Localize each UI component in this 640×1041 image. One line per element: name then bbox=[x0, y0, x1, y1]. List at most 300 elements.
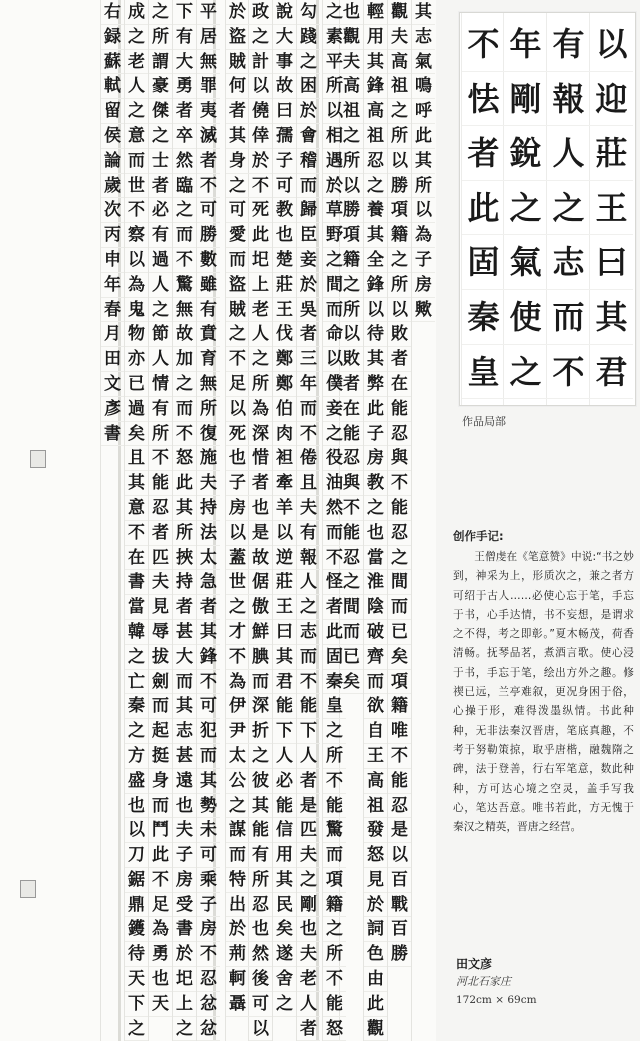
calligraphy-char: 人 bbox=[297, 744, 320, 769]
calligraphy-char: 為 bbox=[412, 223, 435, 248]
calligraphy-char: 矣 bbox=[340, 670, 363, 695]
calligraphy-char: 鳴 bbox=[412, 74, 435, 99]
calligraphy-char: 不 bbox=[226, 645, 249, 670]
calligraphy-char: 而 bbox=[297, 397, 320, 422]
calligraphy-char: 羊 bbox=[273, 496, 296, 521]
calligraphy-char: 稽 bbox=[297, 149, 320, 174]
calligraphy-char: 成 bbox=[125, 0, 148, 25]
calligraphy-char: 其 bbox=[197, 769, 220, 794]
calligraphy-char: 然 bbox=[173, 149, 196, 174]
calligraphy-char: 弊 bbox=[364, 372, 387, 397]
calligraphy-char: 故 bbox=[273, 74, 296, 99]
calligraphy-char: 矣 bbox=[125, 422, 148, 447]
calligraphy-char: 不 bbox=[297, 422, 320, 447]
calligraphy-char: 與 bbox=[340, 471, 363, 496]
calligraphy-char: 以 bbox=[323, 347, 346, 372]
detail-char: 不 bbox=[462, 17, 505, 72]
calligraphy-char: 遂 bbox=[273, 942, 296, 967]
calligraphy-char: 鄭 bbox=[273, 347, 296, 372]
calligraphy-char: 舍 bbox=[273, 967, 296, 992]
calligraphy-char: 惜 bbox=[249, 446, 272, 471]
calligraphy-char: 所 bbox=[340, 149, 363, 174]
calligraphy-char: 牽 bbox=[273, 471, 296, 496]
calligraphy-char: 以 bbox=[388, 843, 411, 868]
calligraphy-char: 雖 bbox=[197, 273, 220, 298]
calligraphy-char: 夫 bbox=[388, 25, 411, 50]
calligraphy-char: 不 bbox=[149, 868, 172, 893]
calligraphy-char: 於 bbox=[323, 174, 346, 199]
calligraphy-char: 不 bbox=[249, 174, 272, 199]
calligraphy-char: 已 bbox=[388, 620, 411, 645]
calligraphy-char: 於 bbox=[364, 893, 387, 918]
calligraphy-char: 賁 bbox=[197, 322, 220, 347]
detail-column bbox=[547, 17, 590, 406]
calligraphy-char: 倖 bbox=[249, 124, 272, 149]
calligraphy-char: 物 bbox=[125, 322, 148, 347]
calligraphy-char: 大 bbox=[173, 645, 196, 670]
calligraphy-char: 歟 bbox=[412, 298, 435, 323]
calligraphy-char: 以 bbox=[226, 397, 249, 422]
calligraphy-char: 上 bbox=[249, 273, 272, 298]
calligraphy-char: 之 bbox=[364, 174, 387, 199]
calligraphy-char: 之 bbox=[340, 273, 363, 298]
detail-char: 其 bbox=[590, 290, 633, 345]
calligraphy-char: 夷 bbox=[197, 99, 220, 124]
calligraphy-char: 氣 bbox=[412, 50, 435, 75]
calligraphy-char: 才 bbox=[226, 620, 249, 645]
calligraphy-char: 愛 bbox=[226, 223, 249, 248]
calligraphy-char: 王 bbox=[273, 298, 296, 323]
calligraphy-char: 當 bbox=[364, 546, 387, 571]
calligraphy-char: 尹 bbox=[226, 719, 249, 744]
calligraphy-char: 而 bbox=[297, 645, 320, 670]
calligraphy-char: 受 bbox=[173, 893, 196, 918]
calligraphy-char: 之 bbox=[273, 992, 296, 1017]
detail-char: 氣 bbox=[504, 235, 547, 290]
calligraphy-char: 詞 bbox=[364, 917, 387, 942]
calligraphy-char: 勇 bbox=[173, 74, 196, 99]
calligraphy-char: 腆 bbox=[249, 645, 272, 670]
calligraphy-char: 無 bbox=[197, 50, 220, 75]
calligraphy-char: 乘 bbox=[197, 868, 220, 893]
calligraphy-char: 欲 bbox=[364, 694, 387, 719]
calligraphy-char: 妾 bbox=[297, 248, 320, 273]
calligraphy-char: 軾 bbox=[101, 74, 124, 99]
calligraphy-char: 蓋 bbox=[226, 546, 249, 571]
calligraphy-char: 老 bbox=[297, 967, 320, 992]
calligraphy-char: 項 bbox=[323, 868, 346, 893]
detail-caption: 作品局部 bbox=[462, 415, 506, 428]
calligraphy-char: 居 bbox=[197, 25, 220, 50]
calligraphy-char: 全 bbox=[364, 248, 387, 273]
calligraphy-char: 也 bbox=[125, 794, 148, 819]
calligraphy-char: 也 bbox=[273, 223, 296, 248]
calligraphy-char: 不 bbox=[323, 967, 346, 992]
detail-char: 人 bbox=[547, 126, 590, 181]
calligraphy-char: 者 bbox=[297, 1017, 320, 1041]
calligraphy-char: 項 bbox=[388, 198, 411, 223]
calligraphy-char: 鄭 bbox=[273, 372, 296, 397]
calligraphy-char: 以 bbox=[388, 149, 411, 174]
calligraphy-char: 罪 bbox=[197, 74, 220, 99]
calligraphy-char: 秦 bbox=[125, 694, 148, 719]
calligraphy-char: 勝 bbox=[340, 198, 363, 223]
calligraphy-char: 勢 bbox=[197, 794, 220, 819]
calligraphy-char: 勝 bbox=[388, 174, 411, 199]
calligraphy-char: 秦 bbox=[323, 670, 346, 695]
calligraphy-char: 其 bbox=[412, 0, 435, 25]
calligraphy-char: 足 bbox=[226, 372, 249, 397]
calligraphy-char: 之 bbox=[125, 99, 148, 124]
calligraphy-column bbox=[196, 0, 220, 1041]
calligraphy-char: 盜 bbox=[226, 25, 249, 50]
calligraphy-char: 持 bbox=[173, 570, 196, 595]
calligraphy-char: 而 bbox=[125, 149, 148, 174]
calligraphy-char: 於 bbox=[226, 917, 249, 942]
calligraphy-char: 有 bbox=[173, 25, 196, 50]
calligraphy-column bbox=[248, 0, 272, 1041]
calligraphy-char: 察 bbox=[125, 223, 148, 248]
calligraphy-char: 陰 bbox=[364, 595, 387, 620]
calligraphy-char: 之 bbox=[297, 595, 320, 620]
detail-char: 而 bbox=[547, 290, 590, 345]
calligraphy-char: 以 bbox=[364, 298, 387, 323]
calligraphy-char: 録 bbox=[101, 25, 124, 50]
calligraphy-char: 刀 bbox=[125, 843, 148, 868]
calligraphy-char: 能 bbox=[273, 694, 296, 719]
calligraphy-char: 伐 bbox=[273, 322, 296, 347]
calligraphy-char: 觀 bbox=[388, 0, 411, 25]
calligraphy-char: 間 bbox=[323, 273, 346, 298]
detail-char: 此 bbox=[462, 181, 505, 236]
calligraphy-char: 籍 bbox=[340, 248, 363, 273]
calligraphy-char: 計 bbox=[249, 50, 272, 75]
calligraphy-char: 之 bbox=[340, 570, 363, 595]
calligraphy-char: 高 bbox=[364, 769, 387, 794]
calligraphy-char: 不 bbox=[388, 744, 411, 769]
calligraphy-char: 而 bbox=[149, 794, 172, 819]
calligraphy-char: 加 bbox=[173, 347, 196, 372]
calligraphy-char: 之 bbox=[149, 298, 172, 323]
calligraphy-char: 育 bbox=[197, 347, 220, 372]
calligraphy-char: 此 bbox=[149, 843, 172, 868]
calligraphy-char: 以 bbox=[226, 521, 249, 546]
calligraphy-char: 以 bbox=[125, 818, 148, 843]
calligraphy-char: 夫 bbox=[197, 471, 220, 496]
calligraphy-char: 怒 bbox=[323, 1017, 346, 1041]
calligraphy-char: 謀 bbox=[226, 818, 249, 843]
calligraphy-char: 者 bbox=[249, 471, 272, 496]
calligraphy-char: 甚 bbox=[173, 620, 196, 645]
calligraphy-char: 高 bbox=[388, 50, 411, 75]
detail-column bbox=[462, 17, 505, 406]
calligraphy-char: 上 bbox=[173, 992, 196, 1017]
calligraphy-char: 歲 bbox=[101, 174, 124, 199]
calligraphy-char: 不 bbox=[323, 769, 346, 794]
calligraphy-char: 施 bbox=[197, 446, 220, 471]
calligraphy-char: 用 bbox=[364, 25, 387, 50]
calligraphy-char: 妾 bbox=[323, 397, 346, 422]
calligraphy-char: 其 bbox=[226, 124, 249, 149]
calligraphy-char: 鋒 bbox=[364, 273, 387, 298]
calligraphy-char: 不 bbox=[149, 446, 172, 471]
calligraphy-char: 之 bbox=[173, 372, 196, 397]
calligraphy-char: 之 bbox=[297, 868, 320, 893]
calligraphy-char: 而 bbox=[226, 843, 249, 868]
calligraphy-char: 方 bbox=[125, 744, 148, 769]
calligraphy-char: 房 bbox=[364, 446, 387, 471]
calligraphy-char: 而 bbox=[197, 744, 220, 769]
calligraphy-char: 所 bbox=[173, 521, 196, 546]
calligraphy-char: 書 bbox=[125, 570, 148, 595]
calligraphy-char: 為 bbox=[149, 917, 172, 942]
calligraphy-char: 勇 bbox=[149, 942, 172, 967]
detail-char: 不 bbox=[547, 345, 590, 400]
calligraphy-char: 怪 bbox=[323, 570, 346, 595]
calligraphy-char: 楚 bbox=[273, 248, 296, 273]
calligraphy-char: 也 bbox=[173, 794, 196, 819]
calligraphy-char: 自 bbox=[364, 719, 387, 744]
calligraphy-char: 之 bbox=[323, 422, 346, 447]
calligraphy-char: 所 bbox=[197, 397, 220, 422]
calligraphy-char: 人 bbox=[149, 347, 172, 372]
calligraphy-char: 所 bbox=[323, 942, 346, 967]
seal-stamp bbox=[30, 450, 46, 468]
calligraphy-char: 臨 bbox=[173, 174, 196, 199]
calligraphy-char: 倨 bbox=[249, 570, 272, 595]
calligraphy-char: 以 bbox=[125, 248, 148, 273]
calligraphy-char: 僥 bbox=[249, 99, 272, 124]
calligraphy-char: 傲 bbox=[249, 595, 272, 620]
calligraphy-char: 者 bbox=[197, 149, 220, 174]
calligraphy-char: 能 bbox=[388, 496, 411, 521]
calligraphy-char: 急 bbox=[197, 570, 220, 595]
calligraphy-char: 見 bbox=[149, 595, 172, 620]
calligraphy-char: 而 bbox=[173, 223, 196, 248]
calligraphy-char: 而 bbox=[297, 174, 320, 199]
calligraphy-char: 能 bbox=[149, 471, 172, 496]
calligraphy-char: 過 bbox=[149, 248, 172, 273]
calligraphy-char: 之 bbox=[323, 719, 346, 744]
calligraphy-char: 於 bbox=[226, 0, 249, 25]
calligraphy-char: 而 bbox=[173, 670, 196, 695]
calligraphy-char: 法 bbox=[197, 521, 220, 546]
calligraphy-char: 此 bbox=[412, 124, 435, 149]
detail-char: 之 bbox=[504, 181, 547, 236]
calligraphy-char: 其 bbox=[173, 496, 196, 521]
calligraphy-char: 不 bbox=[340, 496, 363, 521]
calligraphy-char: 能 bbox=[340, 422, 363, 447]
calligraphy-char: 歸 bbox=[297, 198, 320, 223]
detail-char: 秦 bbox=[462, 290, 505, 345]
calligraphy-char: 匹 bbox=[297, 818, 320, 843]
calligraphy-char: 人 bbox=[149, 273, 172, 298]
calligraphy-char: 高 bbox=[340, 74, 363, 99]
calligraphy-char: 故 bbox=[249, 546, 272, 571]
calligraphy-char: 不 bbox=[173, 248, 196, 273]
calligraphy-char: 祖 bbox=[364, 794, 387, 819]
calligraphy-char: 可 bbox=[197, 843, 220, 868]
calligraphy-column bbox=[148, 0, 172, 1041]
calligraphy-char: 與 bbox=[388, 446, 411, 471]
calligraphy-char: 此 bbox=[364, 992, 387, 1017]
calligraphy-char: 忍 bbox=[388, 422, 411, 447]
calligraphy-char: 而 bbox=[249, 670, 272, 695]
calligraphy-char: 平 bbox=[197, 0, 220, 25]
detail-char: 之 bbox=[547, 181, 590, 236]
calligraphy-char: 志 bbox=[297, 620, 320, 645]
calligraphy-char: 王 bbox=[273, 595, 296, 620]
calligraphy-char: 於 bbox=[249, 149, 272, 174]
calligraphy-char: 吳 bbox=[297, 298, 320, 323]
calligraphy-char: 之 bbox=[226, 595, 249, 620]
calligraphy-char: 以 bbox=[388, 298, 411, 323]
calligraphy-char: 卒 bbox=[173, 124, 196, 149]
calligraphy-char: 數 bbox=[197, 248, 220, 273]
calligraphy-char: 身 bbox=[149, 769, 172, 794]
calligraphy-char: 能 bbox=[249, 818, 272, 843]
calligraphy-char: 臣 bbox=[297, 223, 320, 248]
calligraphy-char: 之 bbox=[388, 546, 411, 571]
calligraphy-char: 老 bbox=[249, 298, 272, 323]
calligraphy-char: 子 bbox=[197, 893, 220, 918]
calligraphy-char: 大 bbox=[273, 25, 296, 50]
calligraphy-char: 以 bbox=[249, 1017, 272, 1041]
calligraphy-char: 可 bbox=[197, 694, 220, 719]
detail-char: 皇 bbox=[462, 345, 505, 400]
calligraphy-char: 勝 bbox=[197, 223, 220, 248]
calligraphy-char: 亡 bbox=[125, 670, 148, 695]
detail-char: 莊 bbox=[590, 126, 633, 181]
calligraphy-char: 所 bbox=[323, 744, 346, 769]
calligraphy-char: 賊 bbox=[226, 298, 249, 323]
calligraphy-char: 劍 bbox=[149, 670, 172, 695]
calligraphy-char: 怒 bbox=[364, 843, 387, 868]
calligraphy-char: 能 bbox=[388, 397, 411, 422]
detail-char: 者 bbox=[462, 126, 505, 181]
calligraphy-char: 深 bbox=[249, 694, 272, 719]
calligraphy-char: 待 bbox=[364, 322, 387, 347]
calligraphy-char: 於 bbox=[297, 99, 320, 124]
calligraphy-char: 圯 bbox=[249, 248, 272, 273]
calligraphy-char: 袒 bbox=[273, 446, 296, 471]
calligraphy-char: 夫 bbox=[297, 843, 320, 868]
calligraphy-char: 之 bbox=[226, 322, 249, 347]
calligraphy-char: 之 bbox=[125, 645, 148, 670]
calligraphy-char: 可 bbox=[249, 992, 272, 1017]
calligraphy-char: 高 bbox=[364, 99, 387, 124]
calligraphy-char: 鮮 bbox=[249, 620, 272, 645]
calligraphy-char: 是 bbox=[249, 521, 272, 546]
calligraphy-char: 伯 bbox=[273, 397, 296, 422]
calligraphy-char: 有 bbox=[149, 223, 172, 248]
calligraphy-char: 王 bbox=[364, 744, 387, 769]
calligraphy-char: 夫 bbox=[340, 50, 363, 75]
artist-info bbox=[456, 956, 636, 1009]
calligraphy-char: 鑊 bbox=[125, 917, 148, 942]
calligraphy-char: 然 bbox=[249, 942, 272, 967]
detail-char: 剛 bbox=[504, 72, 547, 127]
calligraphy-char: 其 bbox=[125, 471, 148, 496]
calligraphy-char: 百 bbox=[388, 917, 411, 942]
calligraphy-char: 而 bbox=[323, 298, 346, 323]
calligraphy-char: 房 bbox=[412, 273, 435, 298]
calligraphy-char: 下 bbox=[173, 0, 196, 25]
calligraphy-char: 太 bbox=[197, 546, 220, 571]
calligraphy-char: 下 bbox=[297, 719, 320, 744]
calligraphy-char: 天 bbox=[125, 967, 148, 992]
calligraphy-char: 間 bbox=[388, 570, 411, 595]
calligraphy-char: 彼 bbox=[249, 769, 272, 794]
calligraphy-char: 矣 bbox=[273, 917, 296, 942]
calligraphy-char: 平 bbox=[323, 50, 346, 75]
calligraphy-char: 持 bbox=[197, 496, 220, 521]
calligraphy-char: 忍 bbox=[340, 446, 363, 471]
calligraphy-char: 祖 bbox=[340, 99, 363, 124]
calligraphy-char: 遇 bbox=[323, 149, 346, 174]
calligraphy-char: 鼎 bbox=[125, 893, 148, 918]
calligraphy-char: 也 bbox=[340, 0, 363, 25]
calligraphy-char: 也 bbox=[249, 917, 272, 942]
calligraphy-char: 曰 bbox=[273, 620, 296, 645]
calligraphy-char: 彥 bbox=[101, 397, 124, 422]
detail-char: 銳 bbox=[504, 126, 547, 181]
calligraphy-char: 者 bbox=[149, 521, 172, 546]
calligraphy-char: 所 bbox=[149, 422, 172, 447]
calligraphy-char: 賊 bbox=[226, 50, 249, 75]
calligraphy-char: 可 bbox=[197, 198, 220, 223]
calligraphy-char: 忍 bbox=[340, 546, 363, 571]
calligraphy-char: 者 bbox=[197, 595, 220, 620]
calligraphy-column bbox=[225, 0, 249, 1041]
calligraphy-column bbox=[100, 0, 124, 1041]
creation-notes bbox=[453, 528, 634, 837]
calligraphy-char: 留 bbox=[101, 99, 124, 124]
calligraphy-char: 者 bbox=[226, 99, 249, 124]
calligraphy-char: 下 bbox=[273, 719, 296, 744]
calligraphy-char: 深 bbox=[249, 422, 272, 447]
calligraphy-char: 皇 bbox=[323, 694, 346, 719]
detail-char: 使 bbox=[504, 290, 547, 345]
calligraphy-char: 在 bbox=[125, 546, 148, 571]
calligraphy-char: 驚 bbox=[323, 818, 346, 843]
calligraphy-column bbox=[272, 0, 296, 1041]
calligraphy-char: 能 bbox=[323, 794, 346, 819]
calligraphy-char: 志 bbox=[173, 719, 196, 744]
calligraphy-char: 折 bbox=[249, 719, 272, 744]
calligraphy-char: 民 bbox=[273, 893, 296, 918]
calligraphy-char: 之 bbox=[364, 496, 387, 521]
calligraphy-char: 說 bbox=[273, 0, 296, 25]
calligraphy-char: 未 bbox=[197, 818, 220, 843]
detail-char: 之 bbox=[504, 345, 547, 400]
calligraphy-char: 節 bbox=[149, 322, 172, 347]
calligraphy-char: 敗 bbox=[340, 347, 363, 372]
calligraphy-char: 特 bbox=[226, 868, 249, 893]
calligraphy-char: 遠 bbox=[173, 769, 196, 794]
calligraphy-char: 月 bbox=[101, 322, 124, 347]
calligraphy-char: 待 bbox=[125, 942, 148, 967]
calligraphy-char: 房 bbox=[197, 917, 220, 942]
calligraphy-char: 見 bbox=[364, 868, 387, 893]
calligraphy-char: 也 bbox=[364, 521, 387, 546]
calligraphy-char: 丙 bbox=[101, 223, 124, 248]
detail-char: 王 bbox=[590, 181, 633, 236]
calligraphy-column bbox=[124, 0, 148, 1041]
calligraphy-char: 所 bbox=[388, 273, 411, 298]
calligraphy-char: 老 bbox=[125, 50, 148, 75]
calligraphy-char: 志 bbox=[412, 25, 435, 50]
